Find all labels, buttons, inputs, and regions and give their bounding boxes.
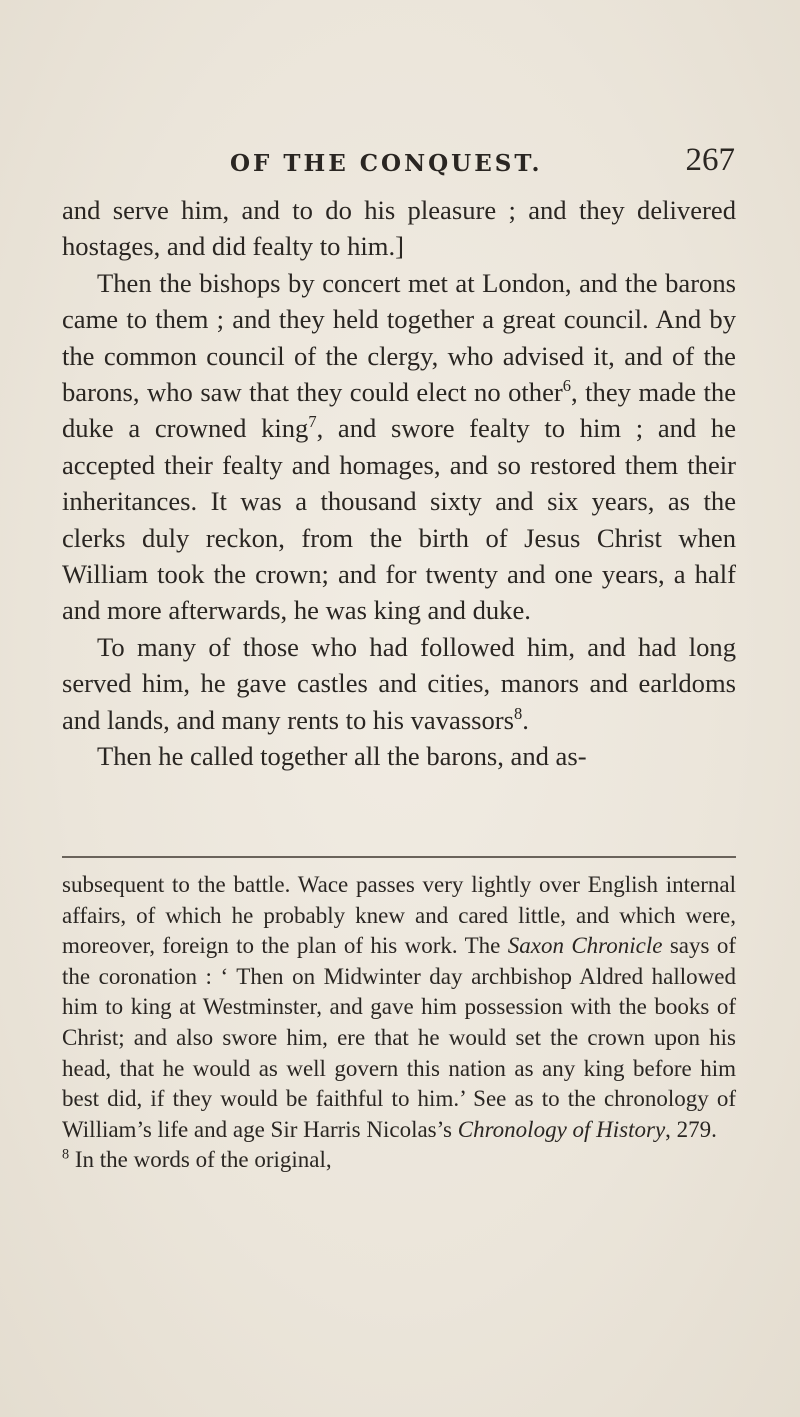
page-header (230, 142, 735, 186)
paragraph-4 (62, 738, 736, 774)
running-head: OF THE CONQUEST. (230, 150, 543, 177)
paragraph-2-text-b: , they made the duke a crowned king (62, 377, 737, 444)
footnote-continued-text-a: subsequent to the battle. Wace passes very lightly over English internal affairs, of which he probably knew and cared little, and which were, moreover, foreign to the plan of his work. The (62, 872, 736, 959)
footnote-continued-text-b: says of the coronation : ‘ Then on Midwinter day archbishop Aldred hallowed him to king at Westminster, and gave him possession with the books of Christ; and also swore him, ere that he would set the crown upon his head, that he would as well govern this nation as any king before him best did, if they would be faithful to him.’ See as to the chronology of William’s life and age Sir Harris Nicolas’s (62, 933, 736, 1142)
paragraph-2-text-c: , and swore fealty to him ; and he accepted their fealty and homages, and so restored them their inheritances. It was a thousand sixty and six years, as the clerks duly reckon, from the birth of Jesus Christ when William took the crown; and for twenty and one years, a half and more afterwards, he was king and duke. (62, 413, 737, 626)
footnote-8-text: In the words of the original, (69, 1147, 332, 1173)
footnote-8 (62, 1145, 736, 1176)
paragraph-1-text: and serve him, and to do his pleasure ; and they delivered hostages, and did fealty to him.] (62, 195, 736, 262)
paragraph-3-text-a: To many of those who had followed him, and had long served him, he gave castles and cities, manors and earldoms and lands, and many rents to his vavassors (62, 631, 736, 735)
main-text (62, 192, 736, 775)
paragraph-2 (62, 265, 736, 629)
paragraph-1 (62, 192, 736, 265)
footnote-ref-8: 8 (514, 703, 523, 723)
footnote-continued-text-c: , 279. (665, 1116, 717, 1142)
footnote-8-mark: 8 (62, 1146, 70, 1163)
paragraph-4-text: Then he called together all the barons, and as- (97, 741, 587, 772)
footnote-title-chronology: Chronology of History (457, 1116, 666, 1142)
footnotes (62, 870, 736, 1176)
footnote-title-saxon-chronicle: Saxon Chronicle (507, 933, 663, 959)
paragraph-3 (62, 629, 736, 738)
paragraph-2-text-a: Then the bishops by concert met at London, and the barons came to them ; and they held together a great council. And by the common council of the clergy, who advised it, and of the barons, who saw that they could elect no other (62, 267, 736, 408)
footnote-ref-6: 6 (562, 376, 572, 396)
footnote-divider (62, 856, 736, 858)
footnote-continued (62, 870, 736, 1145)
paragraph-3-text-b: . (522, 704, 529, 735)
page-number: 267 (685, 142, 735, 178)
footnote-ref-7: 7 (308, 412, 317, 432)
